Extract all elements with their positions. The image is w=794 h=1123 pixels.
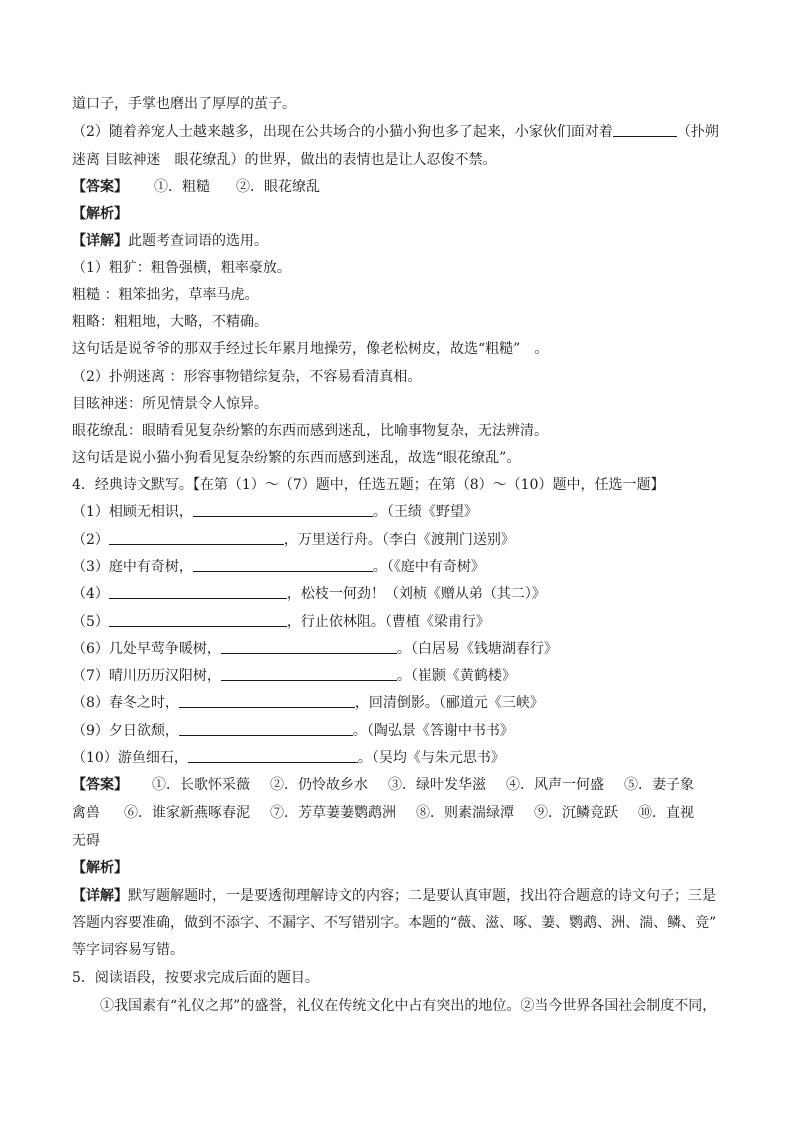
text-line: 目眩神迷：所见情景令人惊异。 — [72, 396, 268, 412]
poem-item: （2） ，万里送行舟。（李白《渡荆门送别》 — [72, 532, 515, 548]
answer-line: 无碍 — [72, 833, 100, 849]
answer-line: 禽兽 ⑥．谁家新燕啄春泥 ⑦．芳草萋萋鹦鹉洲 ⑧．则素湍绿潭 ⑨．沉鳞竞跃 ⑩．直视 — [72, 805, 694, 821]
answer-blank — [193, 557, 373, 572]
poem-item: （9）夕日欲颓， 。（陶弘景《答谢中书书》 — [72, 723, 514, 739]
text-line: （2）扑朔迷离 ：形容事物错综复杂，不容易看清真相。 — [72, 369, 422, 385]
answer-blank — [179, 721, 353, 736]
answer-blank — [109, 584, 287, 599]
answer-blank — [221, 639, 397, 654]
answer-blank — [221, 666, 397, 681]
answer-blank — [613, 122, 677, 137]
poem-item: （1）相顾无相识， 。（王绩《野望》 — [72, 504, 478, 520]
text-line: 道口子，手掌也磨出了厚厚的茧子。 — [72, 96, 296, 112]
poem-item: （4） ，松枝一何劲！（刘桢《赠从弟（其二）》 — [72, 586, 546, 602]
answer-line: 【答案】 ①．长歌怀采薇 ②．仍怜故乡水 ③．绿叶发华滋 ④．风声一何盛 ⑤．妻子象 — [72, 777, 694, 793]
poem-item: （8）春冬之时， ，回清倒影。（郦道元《三峡》 — [72, 695, 544, 711]
text-line: 这句话是说小猫小狗看见复杂纷繁的东西而感到迷乱，故选“眼花缭乱”。 — [72, 450, 521, 466]
detail-line: 【详解】默写题解题时，一是要透彻理解诗文的内容；二是要认真审题，找出符合题意的诗文句子；三是 — [72, 888, 716, 904]
analysis-label: 【解析】 — [72, 860, 128, 876]
question-5-heading: 5．阅读语段，按要求完成后面的题目。 — [72, 970, 319, 986]
answer-blank — [109, 530, 284, 545]
poem-item: （10）游鱼细石， 。（吴均《与朱元思书》 — [72, 750, 505, 766]
text-line: （1）粗犷：粗鲁强横，粗率豪放。 — [72, 260, 291, 276]
text-line: 粗糙 ：粗笨拙劣，草率马虎。 — [72, 287, 259, 303]
detail-line: 【详解】此题考查词语的选用。 — [72, 233, 268, 249]
poem-item: （5） ，行止依林阻。（曹植《梁甫行》 — [72, 614, 490, 630]
answer-blank — [193, 502, 373, 517]
detail-label: 【详解】 — [72, 888, 128, 904]
answer-blank — [109, 612, 287, 627]
answer-blank — [188, 748, 358, 763]
text-line: 这句话是说爷爷的那双手经过长年累月地操劳，像老松树皮，故选“粗糙” 。 — [72, 341, 549, 357]
poem-item: （7）晴川历历汉阳树， 。（崔颢《黄鹤楼》 — [72, 668, 516, 684]
answer-label: 【答案】 — [72, 777, 128, 793]
question-2-line: （2）随着养宠人士越来越多，出现在公共场合的小猫小狗也多了起来，小家伙们面对着 （扑朔 — [72, 124, 719, 140]
answer-line: 【答案】 ①．粗糙 ②．眼花缭乱 — [72, 179, 320, 195]
text-line: 答题内容要准确，做到不添字、不漏字、不写错别字。本题的“薇、滋、啄、萋、鹦鹉、洲、湍、鳞、竞” — [72, 915, 717, 931]
text-line: 迷离 目眩神迷 眼花缭乱）的世界，做出的表情也是让人忍俊不禁。 — [72, 152, 497, 168]
text-line: 眼花缭乱：眼睛看见复杂纷繁的东西而感到迷乱，比喻事物复杂，无法辨清。 — [72, 423, 548, 439]
analysis-label: 【解析】 — [72, 206, 128, 222]
poem-item: （6）几处早莺争暖树， 。（白居易《钱塘湖春行》 — [72, 641, 558, 657]
poem-item: （3）庭中有奇树， 。（《庭中有奇树》 — [72, 559, 485, 575]
detail-label: 【详解】 — [72, 233, 128, 249]
text-line: 粗略：粗粗地，大略，不精确。 — [72, 314, 268, 330]
answer-blank — [179, 693, 355, 708]
answer-label: 【答案】 — [72, 179, 128, 195]
passage-line: ①我国素有“礼仪之邦”的盛誉，礼仪在传统文化中占有突出的地位。②当今世界各国社会制度不同， — [100, 998, 717, 1014]
question-4-heading: 4．经典诗文默写。【在第（1）～（7）题中，任选五题；在第（8）～（10）题中，任选一题】 — [72, 477, 665, 493]
text-line: 等字词容易写错。 — [72, 942, 184, 958]
